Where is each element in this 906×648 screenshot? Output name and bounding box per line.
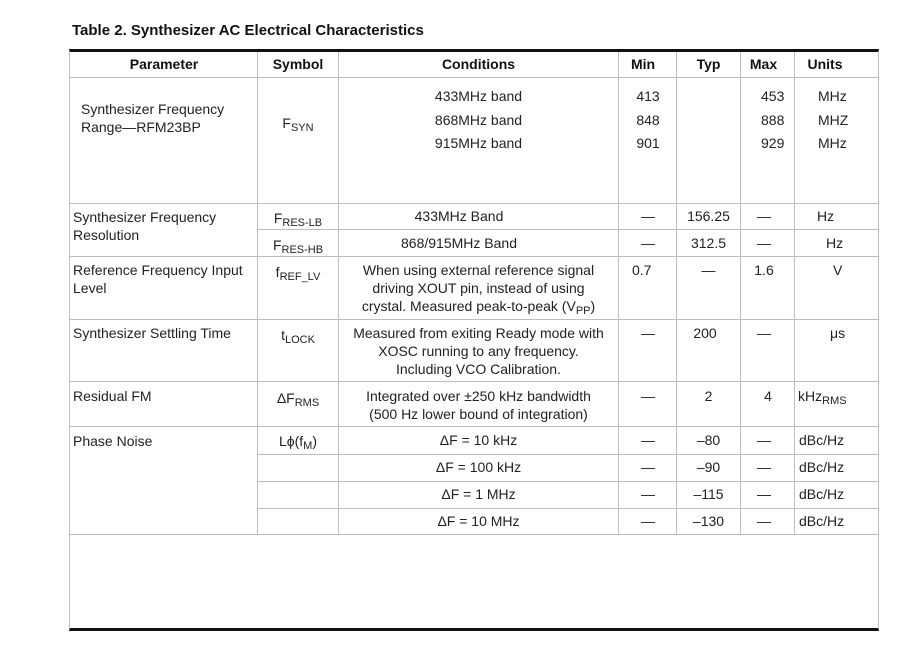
max-phase-10khz: —	[757, 432, 771, 448]
units-phase-100khz: dBc/Hz	[799, 459, 845, 475]
param-frequency-range: Synthesizer Frequency Range—RFM23BP	[81, 101, 225, 135]
min-868: 848	[636, 112, 660, 128]
cond-phase-100khz: ΔF = 100 kHz	[435, 459, 522, 475]
max-phase-10mhz: —	[757, 513, 771, 529]
units-res-hb: Hz	[826, 235, 844, 251]
min-ref: 0.7	[632, 262, 652, 278]
cond-ref-line3: crystal. Measured peak-to-peak $(V_{PP})$	[361, 298, 596, 317]
units-915: MHz	[818, 135, 847, 151]
header-min: Min	[630, 56, 656, 72]
typ-phase-10khz: –80	[696, 432, 721, 448]
param-reference-input-level: Reference Frequency Input Level	[73, 262, 243, 296]
symbol-fsyn: $F_{SYN}$	[282, 115, 314, 134]
symbol-fref-lv: $f_{REF\_LV}$	[275, 264, 321, 283]
max-res-hb: —	[757, 235, 771, 251]
min-phase-1mhz: —	[641, 486, 655, 502]
row-divider	[70, 203, 878, 204]
cond-phase-10mhz: ΔF = 10 MHz	[437, 513, 520, 529]
min-res-hb: —	[641, 235, 655, 251]
typ-phase-100khz: –90	[696, 459, 721, 475]
cond-phase-10khz: ΔF = 10 kHz	[439, 432, 518, 448]
units-868: MHZ	[818, 112, 849, 128]
units-phase-10mhz: dBc/Hz	[799, 513, 845, 529]
units-phase-10khz: dBc/Hz	[799, 432, 845, 448]
header-max: Max	[749, 56, 778, 72]
min-phase-100khz: —	[641, 459, 655, 475]
header-symbol: Symbol	[272, 56, 324, 72]
units-settling: μs	[830, 325, 846, 341]
max-433: 453	[761, 88, 785, 104]
row-divider	[70, 256, 878, 257]
units-ref: V	[833, 262, 843, 278]
header-divider	[70, 77, 878, 78]
min-settling: —	[641, 325, 655, 341]
cond-residual-line1: Integrated over ±250 kHz bandwidth	[366, 388, 591, 404]
min-residual: —	[641, 388, 655, 404]
min-915: 901	[636, 135, 660, 151]
min-phase-10khz: —	[641, 432, 655, 448]
cond-settling-line1: Measured from exiting Ready mode with	[353, 325, 604, 341]
min-433: 413	[636, 88, 660, 104]
cond-ref-line2: driving XOUT pin, instead of using	[372, 280, 585, 296]
cond-phase-1mhz: ΔF = 1 MHz	[441, 486, 516, 502]
typ-phase-1mhz: –115	[693, 486, 724, 502]
symbol-tlock: $t_{LOCK}$	[281, 327, 315, 346]
units-433: MHz	[818, 88, 847, 104]
cond-ref-line1: When using external reference signal	[362, 262, 595, 278]
row-divider	[257, 481, 878, 482]
row-divider	[70, 381, 878, 382]
units-phase-1mhz: dBc/Hz	[799, 486, 845, 502]
param-frequency-resolution: Synthesizer Frequency Resolution	[73, 209, 217, 243]
header-typ: Typ	[696, 56, 721, 72]
table-body-end	[70, 534, 878, 535]
cond-residual-line2: (500 Hz lower bound of integration)	[369, 406, 588, 422]
symbol-fres-lb: $F_{RES-LB}$	[273, 210, 323, 229]
max-phase-100khz: —	[757, 459, 771, 475]
header-conditions: Conditions	[441, 56, 516, 72]
cond-settling-line2: XOSC running to any frequency.	[378, 343, 579, 359]
units-residual: kHz$_{RMS}$	[798, 388, 847, 407]
header-parameter: Parameter	[129, 56, 199, 72]
header-units: Units	[807, 56, 843, 72]
typ-residual: 2	[704, 388, 713, 404]
typ-settling: 200	[693, 325, 717, 341]
cond-433-band-res: 433MHz Band	[414, 208, 504, 224]
typ-ref: —	[701, 262, 716, 278]
max-ref: 1.6	[754, 262, 774, 278]
table-title: Table 2. Synthesizer AC Electrical Characteristics	[72, 22, 424, 39]
cond-915-band: 915MHz band	[434, 135, 523, 151]
param-phase-noise: Phase Noise	[73, 433, 153, 449]
row-divider	[257, 508, 878, 509]
symbol-phase-noise: $L\phi(f_M)$	[278, 433, 318, 452]
typ-res-hb: 312.5	[690, 235, 727, 251]
row-divider	[257, 229, 878, 230]
param-residual-fm: Residual FM	[73, 388, 152, 404]
cond-868-band: 868MHz band	[434, 112, 523, 128]
max-868: 888	[761, 112, 785, 128]
col-divider	[794, 52, 795, 534]
typ-phase-10mhz: –130	[692, 513, 725, 529]
row-divider	[257, 454, 878, 455]
max-res-lb: —	[757, 208, 771, 224]
param-settling-time: Synthesizer Settling Time	[73, 325, 231, 341]
max-residual: 4	[764, 388, 772, 404]
typ-res-lb: 156.25	[687, 208, 730, 224]
cond-868-915-band-res: 868/915MHz Band	[401, 235, 517, 251]
min-res-lb: —	[641, 208, 655, 224]
units-res-lb: Hz	[817, 208, 835, 224]
max-915: 929	[761, 135, 785, 151]
symbol-fres-hb: $F_{RES-HB}$	[272, 237, 324, 256]
max-settling: —	[757, 325, 771, 341]
min-phase-10mhz: —	[641, 513, 655, 529]
cond-settling-line3: Including VCO Calibration.	[396, 361, 561, 377]
max-phase-1mhz: —	[757, 486, 771, 502]
row-divider	[70, 426, 878, 427]
symbol-frms: $\Delta F_{RMS}$	[276, 390, 320, 409]
cond-433-band: 433MHz band	[434, 88, 523, 104]
